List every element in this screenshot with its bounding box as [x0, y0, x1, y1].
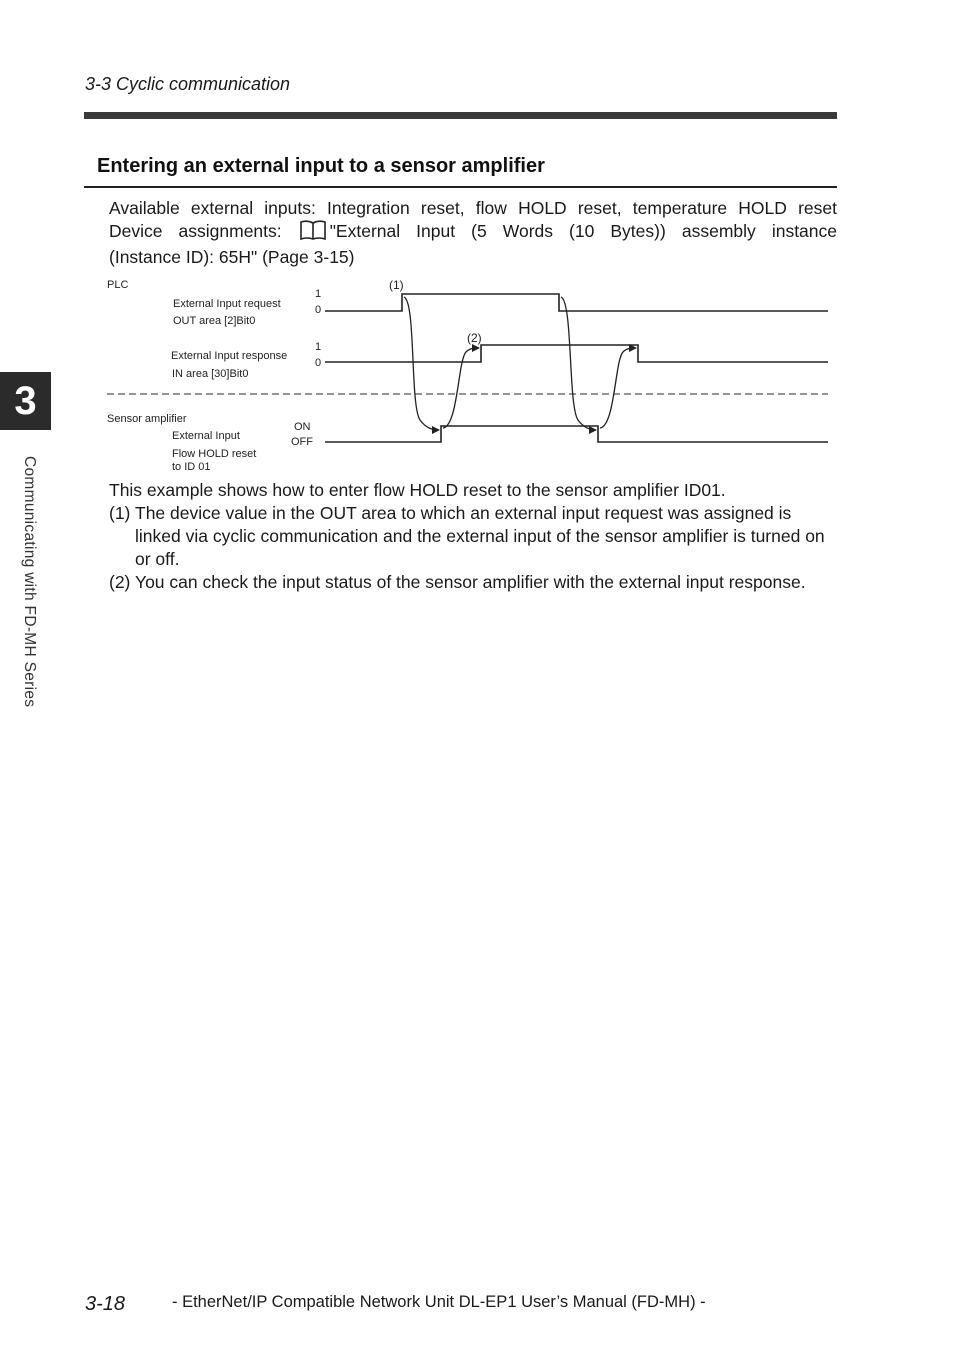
example-sentence: This example shows how to enter flow HOLD reset to the sensor amplifier ID01.: [109, 480, 726, 500]
list-item-text: You can check the input status of the sensor amplifier with the external input response.: [135, 572, 806, 592]
page-number: 3-18: [85, 1293, 126, 1315]
chapter-side-label: Communicating with FD-MH Series: [21, 456, 38, 708]
marker-1: (1): [389, 278, 404, 292]
response-area-label: IN area [30]Bit0: [172, 368, 249, 380]
heading-rule: [84, 186, 837, 188]
chapter-tab: 3: [0, 372, 51, 430]
list-item: [109, 502, 839, 571]
device-assignments-line: [109, 220, 837, 246]
page-heading: Entering an external input to a sensor amplifier: [97, 155, 545, 177]
response-low-label: 0: [315, 357, 322, 369]
intro-paragraph: [109, 197, 837, 269]
arrow-input-rise: [443, 348, 479, 428]
arrow-request-rise: [404, 297, 439, 430]
off-label: OFF: [291, 436, 313, 448]
body-text: [109, 479, 839, 594]
plc-label: PLC: [107, 279, 129, 291]
available-inputs-line: [109, 197, 837, 220]
timing-diagram: [0, 270, 954, 480]
flow-hold-target-label: to ID 01: [172, 461, 211, 473]
device-assignments-label: Device assignments:: [109, 221, 282, 241]
footer-title: - EtherNet/IP Compatible Network Unit DL-EP1 User’s Manual (FD-MH) -: [172, 1293, 706, 1311]
response-waveform: [325, 345, 828, 362]
section-header: 3-3 Cyclic communication: [85, 74, 291, 94]
external-input-label: External Input: [172, 430, 240, 442]
request-label: External Input request: [173, 298, 281, 310]
header-rule: [84, 112, 837, 119]
book-icon: [300, 220, 326, 246]
response-high-label: 1: [315, 341, 322, 353]
sensor-amplifier-label: Sensor amplifier: [107, 413, 187, 425]
request-high-label: 1: [315, 288, 322, 300]
list-item-number: (1): [109, 503, 131, 523]
flow-hold-label: Flow HOLD reset: [172, 448, 257, 460]
request-low-label: 0: [315, 304, 322, 316]
external-input-waveform: [325, 426, 828, 442]
list-item: [109, 571, 839, 594]
available-inputs-label: Available external inputs: [109, 198, 311, 218]
device-reference-b: (Instance ID): 65H" (Page 3-15): [109, 247, 355, 267]
request-area-label: OUT area [2]Bit0: [173, 315, 256, 327]
request-waveform: [325, 294, 828, 311]
list-item-number: (2): [109, 572, 131, 592]
arrow-request-fall: [561, 297, 596, 430]
arrow-input-fall: [600, 348, 636, 428]
response-label: External Input response: [171, 350, 288, 362]
device-reference-a: "External Input (5 Words (10 Bytes)) assembly instance: [329, 221, 837, 241]
on-label: ON: [294, 421, 311, 433]
list-item-text: The device value in the OUT area to which an external input request was assigned is linked via cyclic communication and the external input of the sensor amplifier is turned on or off.: [135, 503, 825, 569]
marker-2: (2): [467, 331, 482, 345]
available-inputs-value: : Integration reset, flow HOLD reset, temperature HOLD reset: [310, 198, 837, 218]
